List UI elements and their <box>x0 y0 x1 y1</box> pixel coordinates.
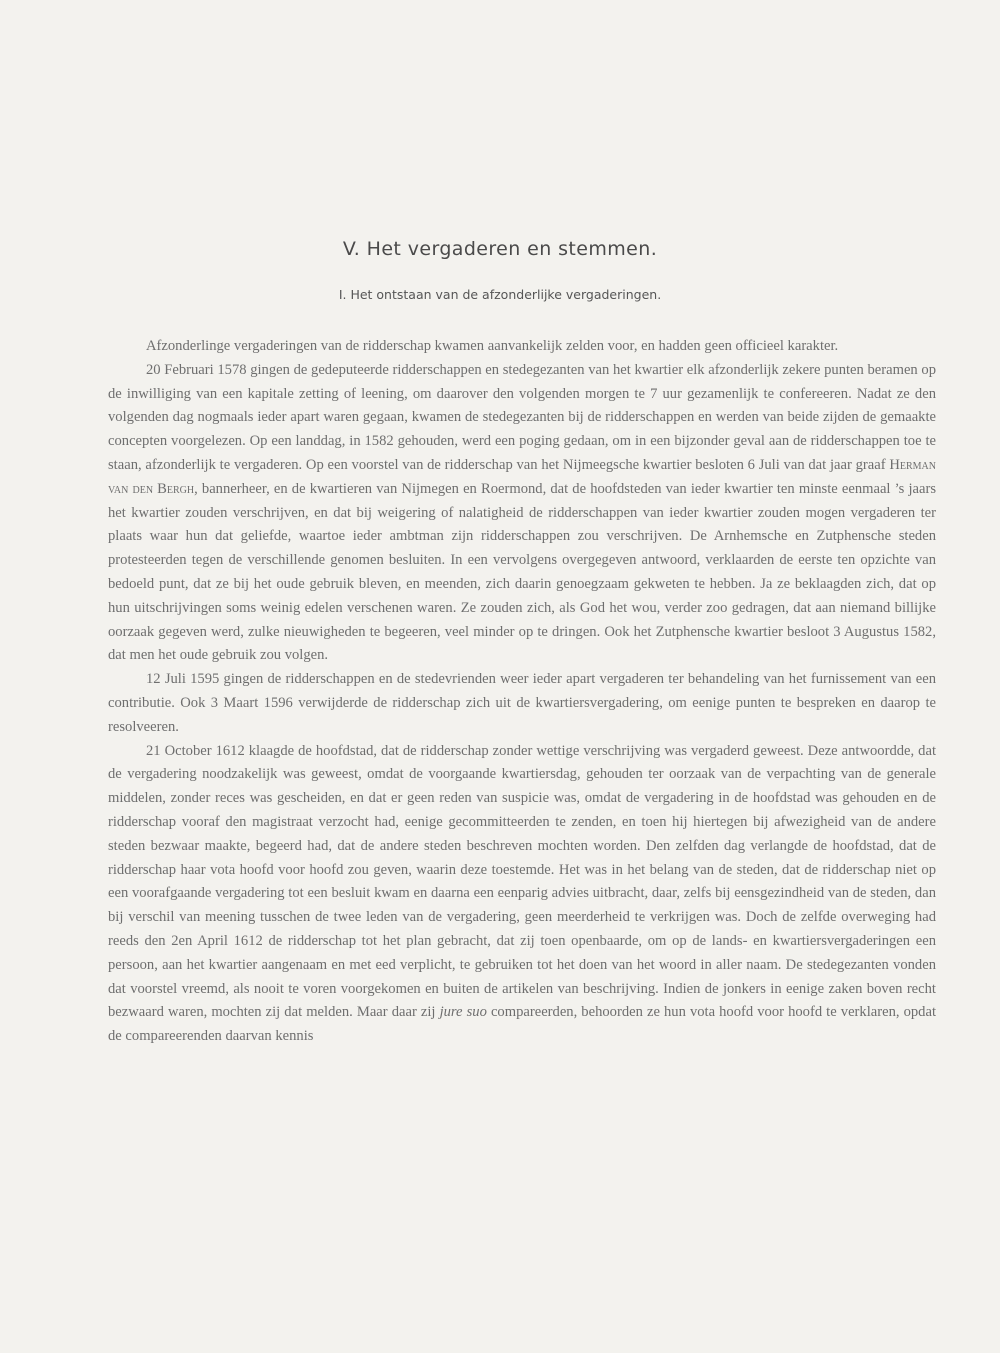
paragraph-text-continued: compareerden, behoorden ze hun vota hoofd voor hoofd te verklaren, opdat de compareerenden daarvan kennis <box>108 1004 937 1045</box>
paragraph-text: 12 Juli 1595 gingen de ridderschappen en de stedevrienden weer ieder apart vergaderen ter behandeling van het furnissement van een contributie. Ook 3 Maart 1596 verwijderde de ridderschap zich uit de kwartiersvergadering, om eenige punten te bespreken en daarop te resolveeren. <box>108 671 936 735</box>
paragraph-text: 20 Februari 1578 gingen de gedeputeerde ridderschappen en stedegezanten van het kwartier elk afzonderlijk zekere punten beramen op de inwilliging van een kapitale zetting of leening, om daarover den volgenden morgen te 7 uur gezamenlijk te confereeren. Nadat ze den volgenden dag nogmaals ieder apart waren gegaan, kwamen de stedegezanten bij de ridderschappen en werden van beide zijden de gemaakte concepten voorgelezen. Op een landdag, in 1582 gehouden, werd een poging gedaan, om in een bijzonder geval aan de ridderschappen toe te staan, afzonderlijk te vergaderen. Op een voorstel van de ridderschap van het Nijmeegsche kwartier besloten 6 Juli van dat jaar graaf <box>108 361 936 473</box>
paragraph-3 <box>108 668 936 739</box>
paragraph-text-continued: , bannerheer, en de kwartieren van Nijmegen en Roermond, dat de hoofdsteden van ieder kwartier ten minste eenmaal ’s jaars het kwartier zouden verschrijven, en dat bij weigering of nalatigheid de ridderschappen van ieder kwartier zouden mogen vergaderen ter plaats waar hun dat geliefde, waartoe ieder ambtman zijn ridderschappen zou verschrijven. De Arnhemsche en Zutphensche steden protesteerden tegen de verschillende genomen besluiten. In een vervolgens overgegeven antwoord, verklaarden de eerste ten opzichte van bedoeld punt, dat ze bij het oude gebruik bleven, en meenden, zich daarin genoegzaam gekweten te hebben. Ja ze beklaagden zich, dat op hun uitschrijvingen soms weinig edelen verschenen waren. Ze zouden zich, als God het wou, verder zoo gedragen, dat aan niemand billijke oorzaak gegeven werd, zulke nieuwigheden te begeeren, veel minder op te dringen. Ook het Zutphensche kwartier besloot 3 Augustus 1582, dat men het oude gebruik zou volgen. <box>108 480 937 664</box>
body-text <box>108 335 936 1049</box>
paragraph-4 <box>108 740 936 1049</box>
paragraph-1 <box>108 335 936 359</box>
latin-phrase: jure suo <box>439 1004 487 1021</box>
chapter-title: V. Het vergaderen en stemmen. <box>342 238 658 260</box>
paragraph-text: 21 October 1612 klaagde de hoofdstad, dat de ridderschap zonder wettige verschrijving was vergaderd geweest. Deze antwoordde, dat de vergadering noodzakelijk was geweest, omdat de voorgaande kwartiersdag, gehouden ter oorzaak van de verpachting van de generale middelen, zonder reces was gescheiden, en dat er geen reden van suspicie was, omdat de vergadering in de hoofdstad was gehouden en de ridderschap vooraf den magistraat verzocht had, eenige gecommitteerden te zenden, en toen hij hiertegen bij afwezigheid van de andere steden bezwaar maakte, begeerd had, dat de andere steden beschreven mochten worden. Den zelfden dag verlangde de hoofdstad, dat de ridderschap haar vota hoofd voor hoofd zou geven, waarin deze toestemde. Het was in het belang van de steden, dat de ridderschap niet op een voorafgaande vergadering tot een besluit kwam en daarna een eenparig advies uitbracht, daar, zelfs bij eensgezindheid van de steden, dan bij verschil van meening tusschen de twee leden van de vergadering, geen meerderheid te verkrijgen was. Doch de zelfde overweging had reeds den 2en April 1612 de ridderschap tot het plan gebracht, dat zij toen openbaarde, om op de lands- en kwartiersvergaderingen een persoon, aan het kwartier aangenaam en met eed verplicht, te gebruiken tot het doen van het woord in aller naam. De stedegezanten vonden dat voorstel vreemd, als nooit te voren voorgekomen en buiten de artikelen van beschrijving. Indien de jonkers in eenige zaken boven recht bezwaard waren, mochten zij dat melden. Maar daar zij <box>108 742 936 1021</box>
paragraph-2 <box>108 359 936 668</box>
person-name: Herman van den Bergh <box>108 456 936 497</box>
section-title: I. Het ontstaan van de afzonderlijke vergaderingen. <box>338 287 662 302</box>
paragraph-text: Afzonderlinge vergaderingen van de ridderschap kwamen aanvankelijk zelden voor, en hadden geen officieel karakter. <box>146 338 839 354</box>
